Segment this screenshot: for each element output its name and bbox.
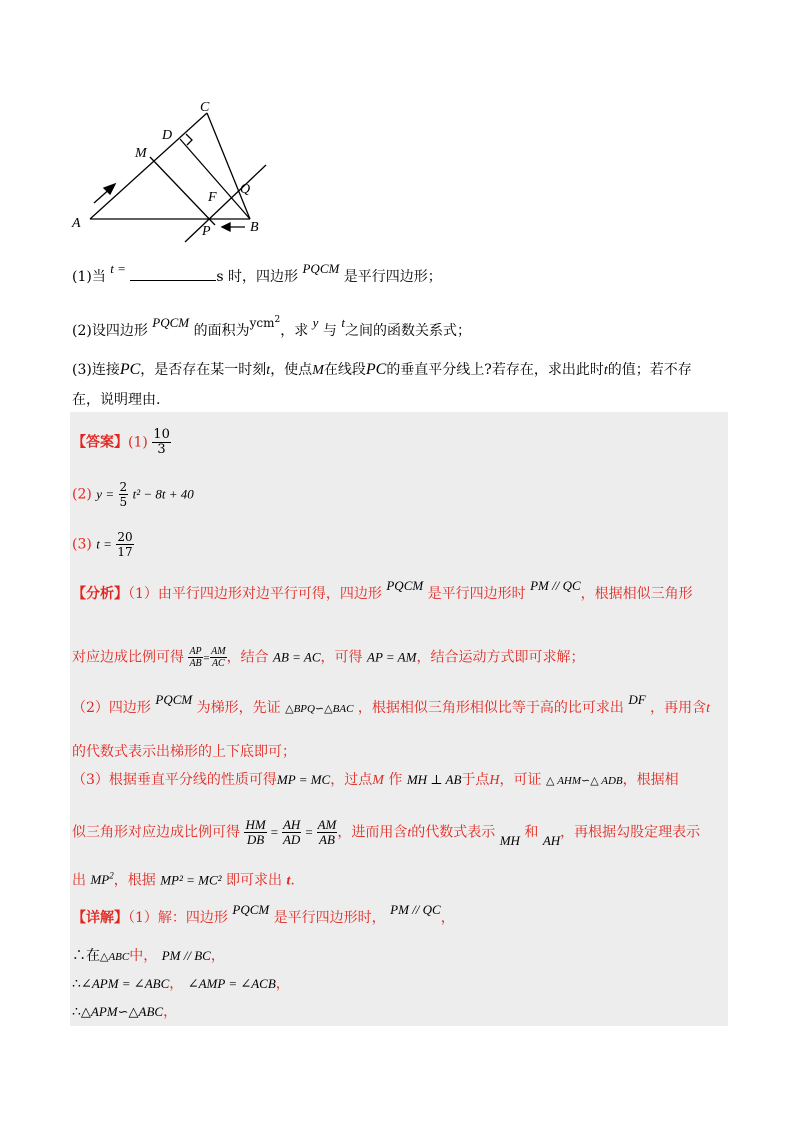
detail-d2-a: ∴在 <box>72 948 100 964</box>
analysis-p6-f1d: DB <box>246 832 265 847</box>
analysis-p6-a: 似三角形对应边成比例可得 <box>72 824 240 841</box>
q1-blank <box>130 266 216 281</box>
q3-line2: 在，说明理由. <box>72 392 161 408</box>
analysis-p1-b: 是平行四边形时 <box>427 586 526 602</box>
q3-pc: PC <box>119 361 141 378</box>
analysis-p2-f2d: AC <box>211 658 225 669</box>
detail-d3-a: ∴ <box>72 976 81 992</box>
analysis-p3-df: DF <box>628 692 646 707</box>
segment-ac <box>90 113 207 219</box>
detail-d2-rel: PM // BC <box>161 948 211 963</box>
detail-d2-c: ， <box>210 948 225 964</box>
analysis-p5-f: ，根据相 <box>622 772 679 788</box>
analysis-p4: 的代数式表示出梯形的上下底即可； <box>72 744 296 760</box>
analysis-p7-mp: MP <box>90 872 110 888</box>
answer-3-den: 17 <box>117 545 133 559</box>
analysis-p2-b: ，结合 <box>226 649 269 666</box>
q1-prefix: (1)当 <box>72 269 106 285</box>
q2-shape: PQCM <box>152 315 190 330</box>
q3-a: (3)连接 <box>72 362 120 378</box>
detail-d1-b: 是平行四边形时， <box>273 910 386 926</box>
analysis-p3-d: ，再用含 <box>650 700 707 716</box>
q3-e: 的垂直平分线上?若存在，求出此时 <box>386 362 604 378</box>
analysis-p6-t: t <box>407 825 412 841</box>
analysis-line-6: 似三角形对应边成比例可得 $\frac{HM}{DB}$ = $\frac{AH}{AD}$ = $\frac{AM}{AB}$ ，进而用含t的代数式表示 MH 和 AH，再根据勾股定理表示 <box>72 817 701 848</box>
analysis-p5-m: M <box>372 773 384 788</box>
detail-d3-b: ， <box>169 976 184 992</box>
question-1 <box>72 261 442 287</box>
label-d: D <box>162 128 173 143</box>
analysis-p6-f2n: AH <box>282 817 301 832</box>
q3-t2: t <box>603 363 608 378</box>
answer-2-rest: t² − 8t + 40 <box>132 486 194 502</box>
q2-t: t <box>341 315 345 330</box>
label-m: M <box>135 146 147 161</box>
detail-d2-tri: △ABC <box>100 951 130 963</box>
detail-d1-a: （1）解：四边形 <box>128 910 228 926</box>
label-f: F <box>208 190 217 205</box>
answer-3-lhs: t = <box>96 536 112 552</box>
detail-line-3 <box>72 974 290 994</box>
q2-and: 与 <box>322 323 337 339</box>
analysis-p6-f1n: HM <box>245 817 266 832</box>
analysis-p3-rel: △BPQ∽△BAC <box>285 703 354 715</box>
analysis-p6-ah: AH <box>542 832 561 848</box>
analysis-label: 【分析】 <box>72 586 128 602</box>
question-2 <box>72 315 471 341</box>
analysis-p2-rel1: AB = AC <box>273 649 321 665</box>
analysis-line-4 <box>72 742 296 762</box>
q2-area: ycm <box>249 316 275 330</box>
answer-2-prefix: (2) <box>72 486 92 503</box>
analysis-p5-b: ，过点 <box>330 772 373 788</box>
analysis-p2-a: 对应边成比例可得 <box>72 649 184 666</box>
q2-mid: 的面积为 <box>193 323 250 339</box>
analysis-p5-h: H <box>489 773 500 788</box>
detail-line-2 <box>72 946 225 967</box>
geometry-figure <box>60 95 290 245</box>
detail-d3-rel2: ∠AMP = ∠ACB <box>187 976 276 991</box>
q3-pc2: PC <box>365 361 387 378</box>
answer-1-den: 3 <box>157 442 166 457</box>
analysis-p1-shape: PQCM <box>386 578 424 593</box>
segment-bd <box>180 139 250 219</box>
q2-mid2: ，求 <box>280 323 309 339</box>
analysis-p6-f3n: AM <box>317 817 337 832</box>
right-angle-mark <box>186 134 192 145</box>
label-b: B <box>250 220 259 235</box>
label-a: A <box>72 216 81 231</box>
analysis-p2-f1n: AP <box>189 646 202 657</box>
analysis-line-5 <box>72 770 679 791</box>
detail-label: 【详解】 <box>72 910 128 926</box>
analysis-p7-b: ，根据 <box>113 872 156 889</box>
answer-2-lhs: y = <box>96 486 115 502</box>
analysis-p6-b: ，进而用含 <box>337 824 408 841</box>
analysis-p3-b: 为梯形，先证 <box>196 700 281 716</box>
answer-3-prefix: (3) <box>72 536 92 553</box>
analysis-line-1 <box>72 578 693 604</box>
detail-d3-rel1: ∠APM = ∠ABC <box>80 976 170 991</box>
q2-prefix: (2)设四边形 <box>72 323 148 339</box>
answer-2 <box>72 480 194 509</box>
analysis-p5-rel2: MH ⊥ AB <box>406 772 462 787</box>
q3-c: ，使点 <box>270 362 313 378</box>
answer-1-prefix: (1) <box>128 434 148 451</box>
q1-end: 是平行四边形； <box>343 269 442 285</box>
analysis-p2-f2n: AM <box>211 646 226 657</box>
detail-d4-a: ∴ <box>72 1004 81 1020</box>
analysis-line-3 <box>72 692 711 719</box>
analysis-p7-rel: MP² = MC² <box>160 872 222 888</box>
answer-2-num: 2 <box>119 480 128 494</box>
question-3-line-1 <box>72 360 692 381</box>
q3-m: M <box>312 363 324 378</box>
analysis-p3-c: ，根据相似三角形相似比等于高的比可求出 <box>357 700 624 716</box>
detail-d4-b: ， <box>163 1004 178 1020</box>
analysis-p2-c: ，可得 <box>320 649 363 666</box>
analysis-p5-e: ，可证 <box>499 772 542 788</box>
analysis-p2-f1d: AB <box>189 658 202 669</box>
detail-d4-rel: △APM∽△ABC <box>80 1004 164 1019</box>
q1-var: t = <box>110 261 126 276</box>
analysis-p3-a: （2）四边形 <box>72 700 151 716</box>
q2-end: 之间的函数关系式； <box>344 323 471 339</box>
analysis-p3-t: t <box>706 701 711 716</box>
answer-3 <box>72 530 134 559</box>
q3-d: 在线段 <box>323 362 366 378</box>
analysis-p5-a: （3）根据垂直平分线的性质可得 <box>72 772 277 788</box>
label-q: Q <box>240 182 251 197</box>
answer-1-num: 10 <box>153 427 170 442</box>
analysis-line-7 <box>72 866 295 891</box>
analysis-p7-c: 即可求出 <box>225 872 282 889</box>
analysis-p7-d: . <box>290 872 295 889</box>
detail-line-4 <box>72 1002 177 1022</box>
analysis-p2-rel2: AP = AM <box>367 649 417 665</box>
q1-shape: PQCM <box>302 261 340 276</box>
analysis-p6-f3d: AB <box>319 832 335 847</box>
label-p: P <box>202 224 211 239</box>
q2-sup: 2 <box>274 315 281 325</box>
analysis-p6-mh: MH <box>499 832 520 848</box>
detail-d3-c: ， <box>275 976 290 992</box>
answer-1 <box>72 428 171 457</box>
q2-y: y <box>312 315 319 330</box>
analysis-p5-rel3: △ AHM∽△ ADB <box>545 775 623 787</box>
q3-f: 的值；若不存 <box>607 362 692 378</box>
analysis-p1-rel: PM // QC <box>530 578 581 593</box>
analysis-p2-d: ，结合运动方式即可求解； <box>416 649 585 666</box>
q3-b: ，是否存在某一时刻 <box>140 362 267 378</box>
arrow-head-left <box>222 223 230 231</box>
analysis-p7-sup: 2 <box>109 871 114 881</box>
analysis-p6-d: ，再根据勾股定理表示 <box>560 824 701 841</box>
detail-d1-c: ， <box>440 910 455 926</box>
analysis-p5-c: 作 <box>388 772 403 788</box>
analysis-p2-eq: = <box>202 652 211 665</box>
question-3-line-2 <box>72 390 160 410</box>
detail-line-1 <box>72 902 455 928</box>
analysis-p7-a: 出 <box>72 872 86 889</box>
analysis-p6-f2d: AD <box>282 832 301 847</box>
analysis-p1-a: （1）由平行四边形对边平行可得，四边形 <box>128 586 382 602</box>
detail-d2-b: 中， <box>129 948 158 964</box>
analysis-p5-rel: MP = MC <box>276 772 331 787</box>
answer-2-den: 5 <box>119 495 128 509</box>
detail-d1-rel: PM // QC <box>390 902 441 917</box>
answer-label: 【答案】 <box>72 434 128 451</box>
analysis-p3-shape: PQCM <box>155 692 193 707</box>
analysis-p7-t: t <box>286 873 291 889</box>
detail-d1-shape: PQCM <box>232 902 270 917</box>
q3-t: t <box>266 363 271 378</box>
q1-suffix: s 时，四边形 <box>216 269 299 285</box>
analysis-p5-d: 于点 <box>461 772 490 788</box>
analysis-p6-c: 的代数式表示 <box>411 824 496 841</box>
analysis-p1-c: ，根据相似三角形 <box>580 586 693 602</box>
analysis-line-2 <box>72 646 584 669</box>
answer-3-num: 20 <box>117 530 133 544</box>
analysis-p6-and: 和 <box>524 824 539 841</box>
label-c: C <box>200 100 210 115</box>
